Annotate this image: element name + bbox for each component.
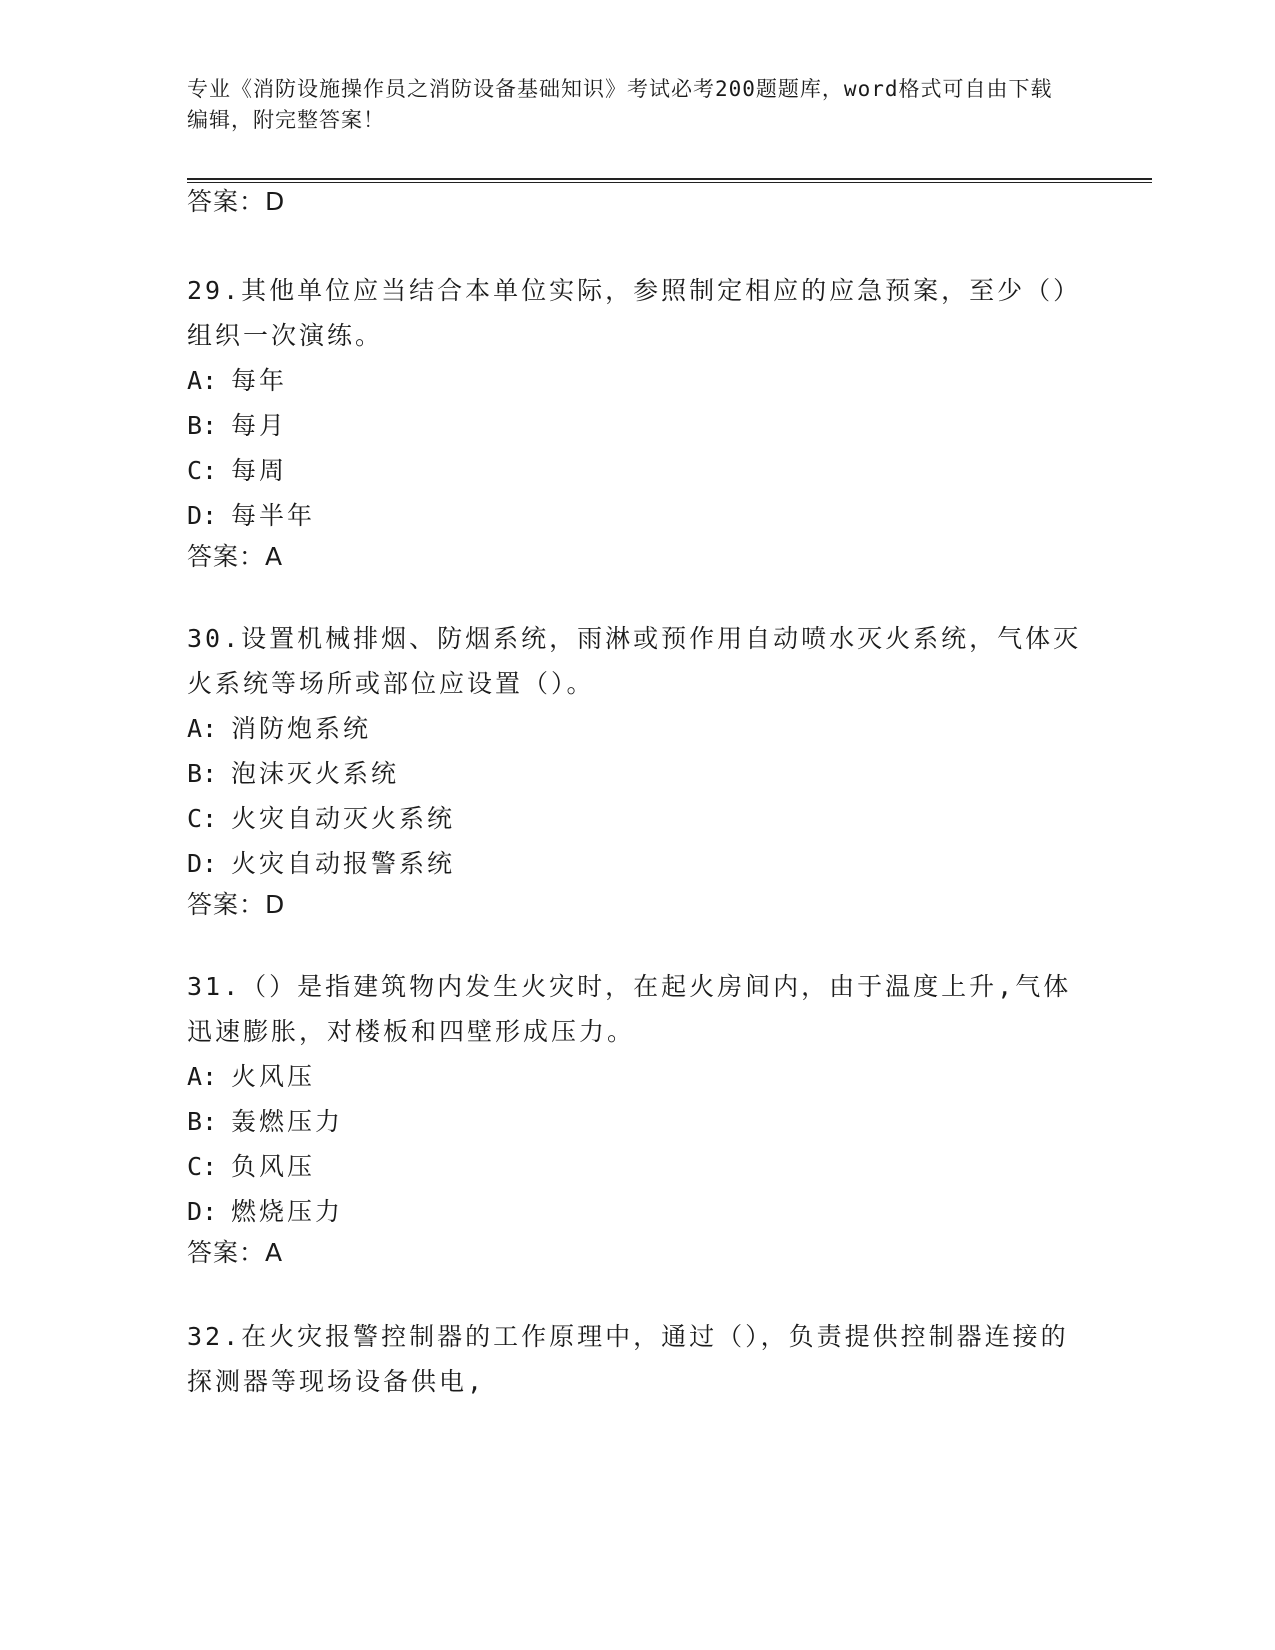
- option-text: 每年: [231, 366, 288, 395]
- option-text: 轰燃压力: [231, 1107, 344, 1136]
- answer-line: 答案：D: [187, 890, 286, 919]
- option-key: B:: [187, 759, 218, 788]
- option-text: 燃烧压力: [231, 1197, 344, 1226]
- question-text: 29.其他单位应当结合本单位实际，参照制定相应的应急预案，至少（）组织一次演练。: [187, 276, 1082, 350]
- previous-answer: 答案：D: [187, 187, 286, 216]
- question-text: 30.设置机械排烟、防烟系统，雨淋或预作用自动喷水灭火系统，气体灭火系统等场所或部位应设置（）。: [187, 624, 1082, 698]
- option-key: D:: [187, 849, 218, 878]
- header-divider: [187, 178, 1152, 183]
- option-key: C:: [187, 456, 218, 485]
- option-d: [187, 1189, 1087, 1234]
- option-b: [187, 403, 1087, 448]
- question-30: [187, 616, 1087, 920]
- option-c: [187, 796, 1087, 841]
- question-31: [187, 964, 1087, 1268]
- question-29: [187, 268, 1087, 572]
- option-b: [187, 751, 1087, 796]
- option-text: 负风压: [231, 1152, 316, 1181]
- option-text: 火灾自动灭火系统: [231, 804, 456, 833]
- option-a: [187, 1054, 1087, 1099]
- option-key: A:: [187, 714, 218, 743]
- option-text: 火灾自动报警系统: [231, 849, 456, 878]
- question-text: 32.在火灾报警控制器的工作原理中，通过（），负责提供控制器连接的探测器等现场设备供电,: [187, 1322, 1069, 1396]
- option-key: B:: [187, 1107, 218, 1136]
- option-d: [187, 841, 1087, 886]
- option-text: 消防炮系统: [231, 714, 372, 743]
- question-32: [187, 1314, 1087, 1404]
- option-key: A:: [187, 366, 218, 395]
- option-key: D:: [187, 501, 218, 530]
- option-a: [187, 706, 1087, 751]
- option-b: [187, 1099, 1087, 1144]
- option-text: 泡沫灭火系统: [231, 759, 400, 788]
- option-key: C:: [187, 1152, 218, 1181]
- option-key: C:: [187, 804, 218, 833]
- option-d: [187, 493, 1087, 538]
- document-header: 专业《消防设施操作员之消防设备基础知识》考试必考200题题库，word格式可自由下载编辑，附完整答案！: [187, 77, 1053, 132]
- question-text: 31.（）是指建筑物内发生火灾时，在起火房间内，由于温度上升,气体迅速膨胀，对楼板和四壁形成压力。: [187, 972, 1072, 1046]
- option-key: A:: [187, 1062, 218, 1091]
- option-text: 火风压: [231, 1062, 316, 1091]
- option-c: [187, 448, 1087, 493]
- option-key: D:: [187, 1197, 218, 1226]
- option-text: 每半年: [231, 501, 316, 530]
- option-key: B:: [187, 411, 218, 440]
- answer-line: 答案：A: [187, 542, 284, 571]
- answer-line: 答案：A: [187, 1238, 284, 1267]
- option-a: [187, 358, 1087, 403]
- option-c: [187, 1144, 1087, 1189]
- option-text: 每月: [231, 411, 288, 440]
- option-text: 每周: [231, 456, 288, 485]
